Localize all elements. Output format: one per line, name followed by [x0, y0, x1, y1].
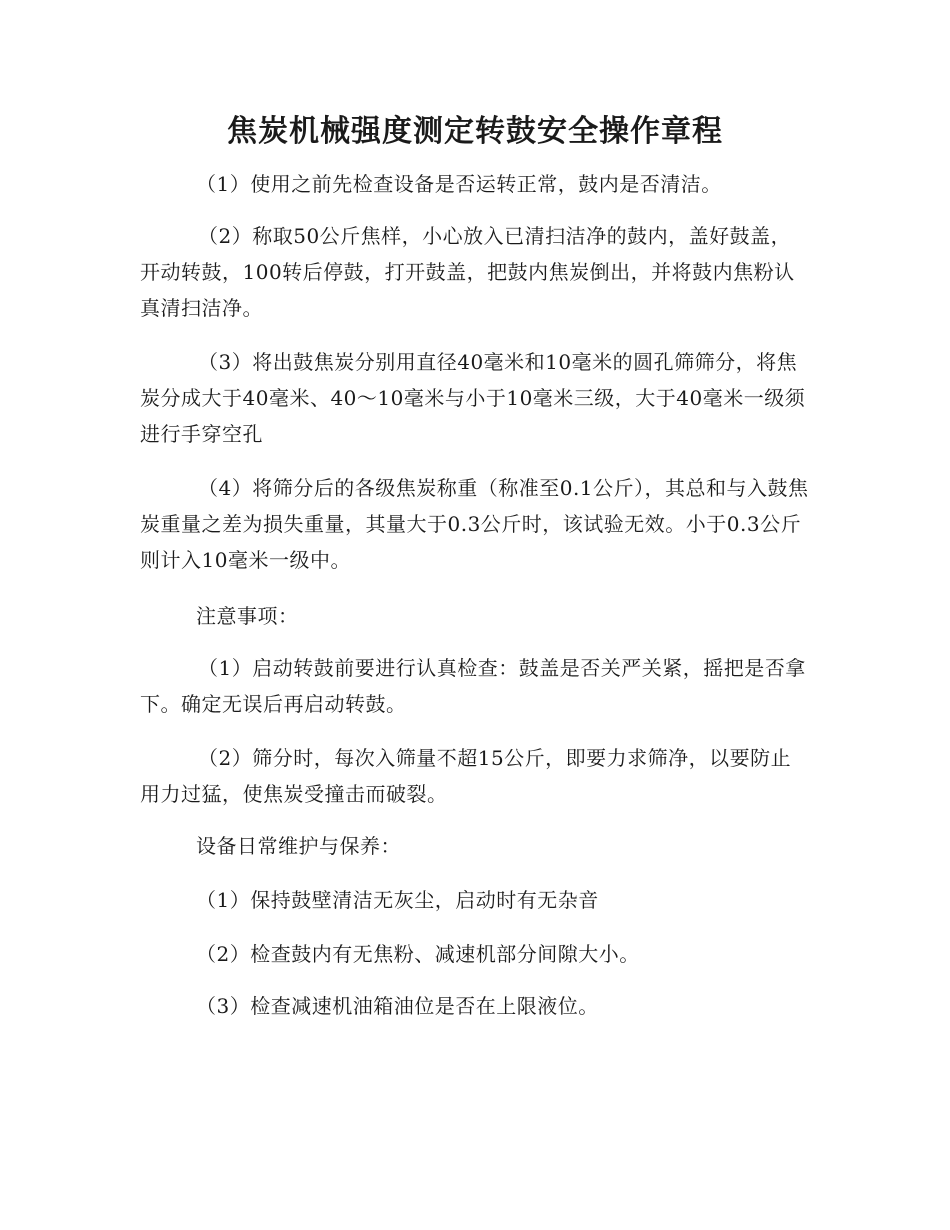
maintenance-heading: 设备日常维护与保养： [196, 834, 401, 858]
notes-heading: 注意事项： [196, 604, 299, 628]
document-title: 焦炭机械强度测定转鼓安全操作章程 [227, 114, 723, 149]
procedure-step-3: （3）将出鼓焦炭分别用直径40毫米和10毫米的圆孔筛筛分，将焦炭分成大于40毫米、40～10毫米与小于10毫米三级，大于40毫米一级须进行手穿空孔 [140, 350, 806, 446]
procedure-step-2: （2）称取50公斤焦样，小心放入已清扫洁净的鼓内，盖好鼓盖，开动转鼓，100转后停鼓，打开鼓盖，把鼓内焦炭倒出，并将鼓内焦粉认真清扫洁净。 [140, 224, 795, 320]
note-1: （1）启动转鼓前要进行认真检查：鼓盖是否关严关紧，摇把是否拿下。确定无误后再启动转鼓。 [140, 656, 806, 716]
note-2: （2）筛分时，每次入筛量不超15公斤，即要力求筛净，以要防止用力过猛，使焦炭受撞击而破裂。 [140, 746, 792, 806]
maintenance-item-1: （1）保持鼓壁清洁无灰尘，启动时有无杂音 [196, 888, 599, 912]
procedure-step-1: （1）使用之前先检查设备是否运转正常，鼓内是否清洁。 [196, 172, 722, 196]
maintenance-item-3: （3）检查减速机油箱油位是否在上限液位。 [196, 994, 599, 1018]
procedure-step-4: （4）将筛分后的各级焦炭称重（称准至0.1公斤），其总和与入鼓焦炭重量之差为损失重量，其量大于0.3公斤时，该试验无效。小于0.3公斤则计入10毫米一级中。 [140, 476, 809, 572]
maintenance-item-2: （2）检查鼓内有无焦粉、减速机部分间隙大小。 [196, 942, 640, 966]
